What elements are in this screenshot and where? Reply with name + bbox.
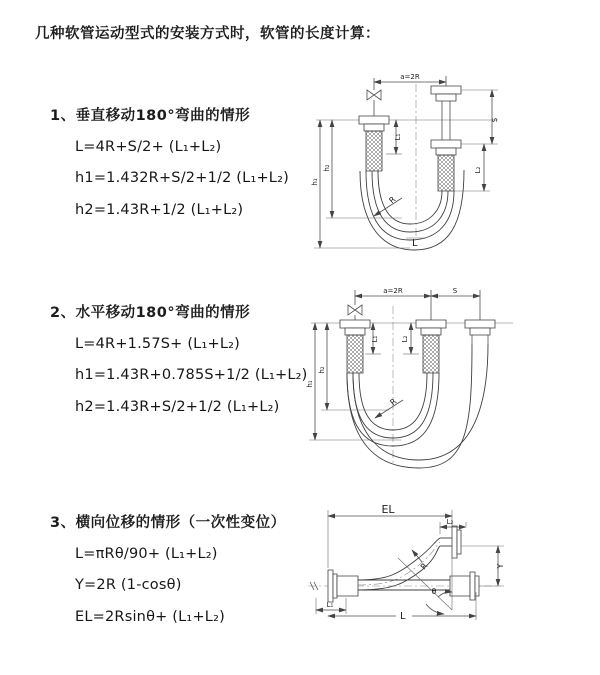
section-1-heading: 1、垂直移动180°弯曲的情形 [50,108,251,124]
page-title: 几种软管运动型式的安装方式时，软管的长度计算： [35,26,380,42]
dimension-s [431,287,480,296]
formula-line: Y=2R (1-cosθ) [75,577,182,594]
centerlines [316,84,498,240]
formula-line: L=4R+S/2+ (L₁+L₂) [75,138,222,155]
formula-line: L=πRθ/90+ (L₁+L₂) [75,545,218,562]
dim-label-el: EL [381,503,395,516]
section-horizontal-movement [50,301,308,423]
section-2-heading: 2、水平移动180°弯曲的情形 [50,305,251,321]
formula-line: EL=2Rsinθ+ (L₁+L₂) [75,608,225,625]
dim-label-r: R [388,396,399,408]
dim-label-l: L [400,611,406,622]
dim-label-s: S [452,287,458,295]
section-1-formulas [75,131,289,226]
left-flange-assembly [328,570,358,602]
section-2-formulas [75,328,308,423]
formula-line: h1=1.432R+S/2+1/2 (L₁+L₂) [75,170,289,187]
dimension-s [461,90,499,144]
dim-label-l: L [412,238,418,249]
section-lateral-displacement [50,511,286,633]
formula-line: h2=1.43R+1/2 (L₁+L₂) [75,201,244,218]
dim-label-a2r: a=2R [400,73,420,81]
dim-label-r: R [418,561,430,572]
dim-label-y: Y [496,563,505,569]
dim-label-r: R [387,194,398,206]
diagram-lateral-displacement [300,498,600,648]
diagram-horizontal-180-bend [303,282,553,472]
dim-label-a2r: a=2R [383,287,403,295]
dimension-l2 [454,144,490,191]
left-flange-assembly [359,116,389,171]
dim-label-l1: L₁ [371,335,379,343]
radius-callout [375,397,403,418]
formula-line: L=4R+1.57S+ (L₁+L₂) [75,335,240,352]
dim-label-theta: θ [431,587,437,596]
valve-icon [348,290,362,320]
dim-label-h2: h₂ [318,366,326,374]
upper-flange-assembly [440,526,461,558]
dim-label-s: S [491,117,499,123]
right-flange-assembly [465,290,495,344]
s-curve-hose [358,538,440,590]
dimension-a2r [374,73,446,82]
section-3-formulas [75,538,286,633]
dim-label-l2: L₂ [401,335,409,343]
dim-label-h2: h₂ [323,164,331,172]
dimension-l [328,592,476,622]
dim-label-l1: L₁ [394,133,402,141]
section-vertical-movement [50,104,289,226]
dimension-l1 [386,120,402,154]
dimension-l1 [316,598,346,614]
right-flange-assembly [431,76,461,191]
dim-label-l2: L₂ [474,166,482,174]
formula-line: h1=1.43R+0.785S+1/2 (L₁+L₂) [75,367,308,384]
left-flange-assembly [340,320,370,373]
dim-label-l1: L₁ [326,601,334,609]
dimension-a2r [355,287,431,296]
valve-icon [367,78,381,116]
diagram-vertical-180-bend [306,70,546,255]
formula-line: h2=1.43R+S/2+1/2 (L₁+L₂) [75,398,280,415]
section-3-heading: 3、横向位移的情形（一次性变位） [50,515,286,531]
dim-label-l2: L₂ [446,518,454,526]
right-flange-assembly [450,572,479,600]
hose-curves [347,344,488,468]
dimension-h2 [323,120,402,218]
dim-label-h1: h₁ [306,380,314,388]
dim-label-h1: h₁ [311,178,319,186]
middle-flange-assembly [416,290,446,373]
